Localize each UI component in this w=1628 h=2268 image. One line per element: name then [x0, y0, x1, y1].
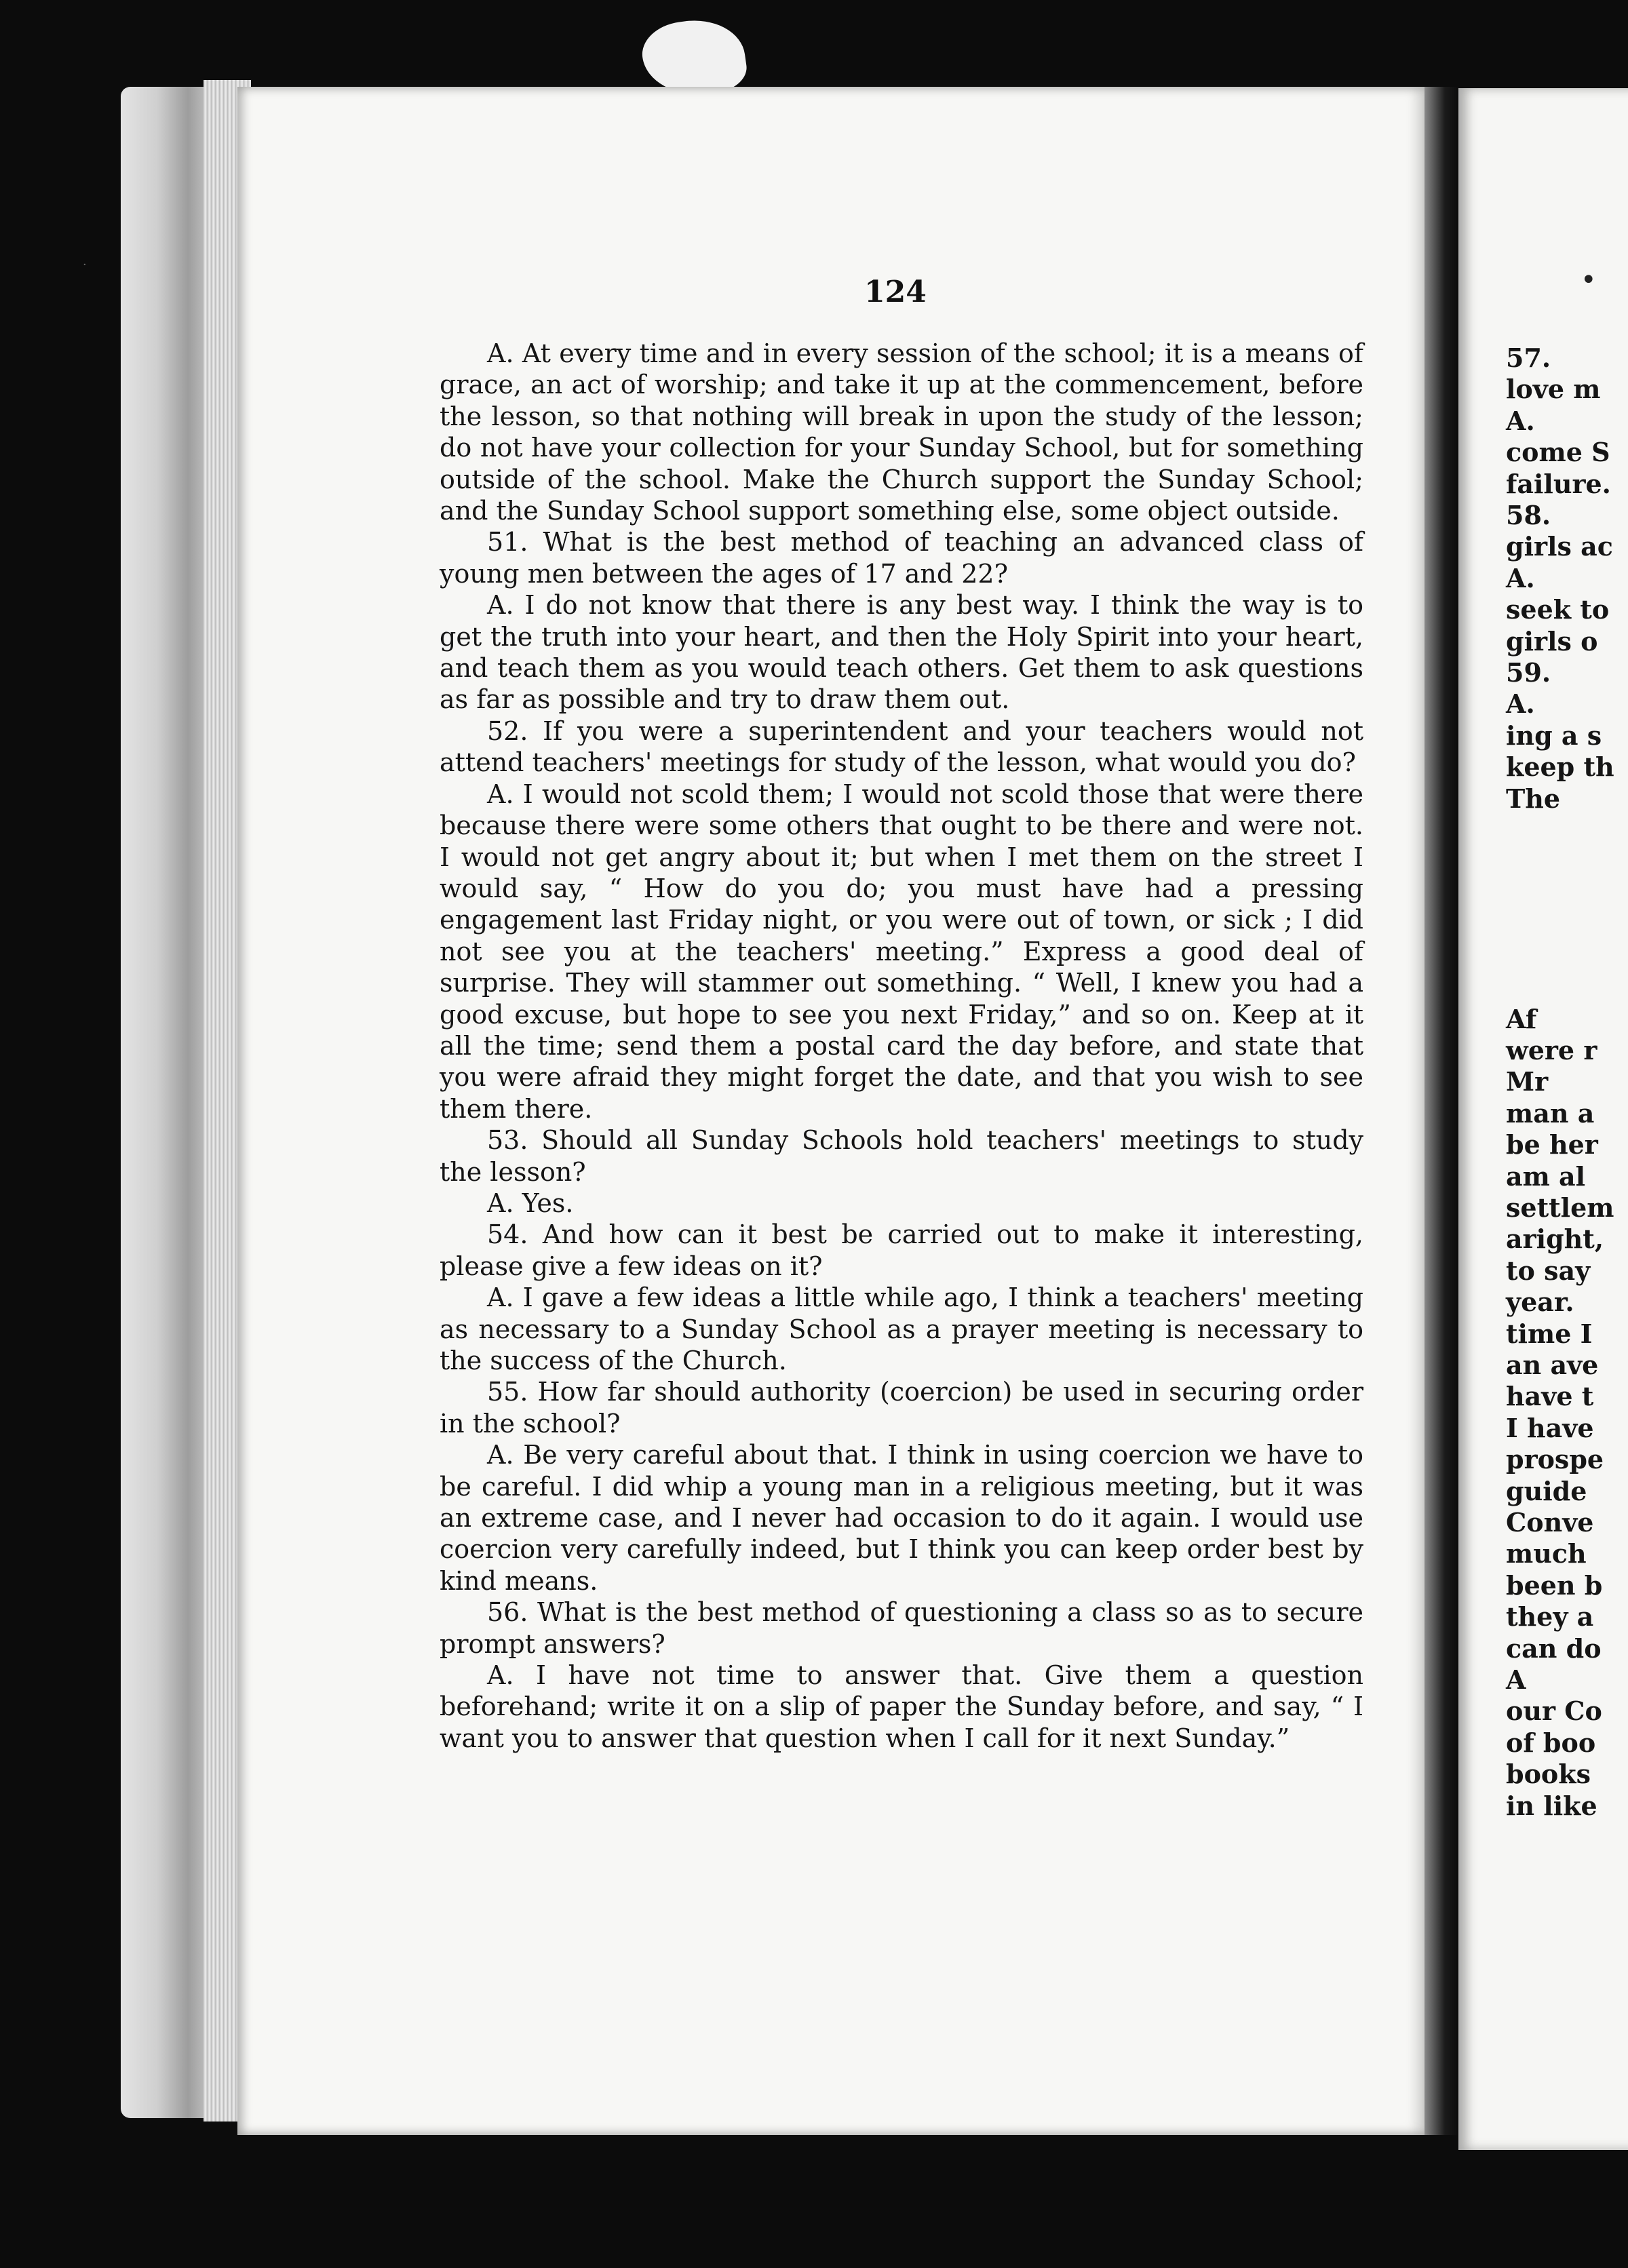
facing-page-line: much: [1506, 1538, 1587, 1569]
facing-page-line: be her: [1506, 1129, 1598, 1160]
paragraph: A. I gave a few ideas a little while ago, I think a teachers' meeting as necessary to a Sunday School as a prayer meeting is necessary to the success of the Church.: [440, 1283, 1363, 1375]
facing-page-line: our Co: [1506, 1696, 1602, 1727]
facing-page-line: A.: [1506, 562, 1535, 593]
facing-page-line: guide: [1506, 1475, 1587, 1506]
facing-page-line: girls o: [1506, 625, 1598, 657]
paragraph: A. I would not scold them; I would not scold those that were there because there were some others that ought to be there and were not. I would not get angry about it; but when I met them on the street I would say, “ How do you do; you must have had a pressing engagement last Friday night, or you were out of town, or sick ; I did not see you at the teachers' meeting.” Express a good deal of surprise. They will stammer out something. “ Well, I knew you had a good excuse, but hope to see you next Friday,” and so on. Keep at it all the time; send them a postal card the day before, and state that you were afraid they might forget the date, and that you wish to see them there.: [440, 779, 1363, 1124]
scan-speck: ·: [83, 258, 87, 272]
paragraph: 55. How far should authority (coercion) be used in securing order in the school?: [440, 1377, 1363, 1439]
facing-page-line: I have: [1506, 1412, 1594, 1443]
facing-page-line: ing a s: [1506, 720, 1602, 751]
facing-page: [1458, 88, 1628, 2150]
facing-page-line: am al: [1506, 1160, 1586, 1192]
facing-page-line: [1506, 909, 1628, 940]
facing-page-line: seek to: [1506, 594, 1610, 625]
paragraph: 56. What is the best method of questioning a class so as to secure prompt answers?: [440, 1597, 1363, 1659]
facing-page-line: to say: [1506, 1255, 1591, 1286]
facing-page-line: Mr: [1506, 1066, 1549, 1097]
facing-page-line: they a: [1506, 1601, 1594, 1632]
facing-page-line: in like: [1506, 1790, 1597, 1821]
facing-page-line: A.: [1506, 405, 1535, 436]
facing-page-line: time I: [1506, 1318, 1593, 1349]
paragraph: A. I have not time to answer that. Give them a question beforehand; write it on a slip of paper the Sunday before, and say, “ I want you to answer that question when I call for it next Sunday.”: [440, 1660, 1363, 1753]
facing-page-line: 57.: [1506, 343, 1551, 373]
paragraph: 54. And how can it best be carried out to make it interesting, please give a few ideas on it?: [440, 1219, 1363, 1281]
facing-page-line: books: [1506, 1759, 1591, 1790]
facing-page-line: settlem: [1506, 1192, 1614, 1223]
paragraph: A. I do not know that there is any best way. I think the way is to get the truth into your heart, and then the Holy Spirit into your heart, and teach them as you would teach others. Get them to ask questions as far as possible and try to draw them out.: [440, 590, 1363, 715]
paragraph: 52. If you were a superintendent and your teachers would not attend teachers' meetings for study of the lesson, what would you do?: [440, 716, 1363, 778]
facing-page-line: can do: [1506, 1632, 1602, 1664]
facing-page-line: failure.: [1506, 468, 1611, 499]
facing-page-line: A.: [1506, 688, 1535, 720]
facing-page-text: [1506, 343, 1628, 1822]
facing-page-line: aright,: [1506, 1224, 1604, 1255]
facing-page-line: love m: [1506, 374, 1601, 405]
facing-page-line: prospe: [1506, 1444, 1604, 1475]
facing-page-line: of boo: [1506, 1727, 1596, 1758]
facing-page-line: A: [1506, 1664, 1526, 1696]
facing-page-line: man a: [1506, 1097, 1595, 1129]
paragraph: A. At every time and in every session of the school; it is a means of grace, an act of worship; and take it up at the commencement, before the lesson, so that nothing will break in upon the study of the lesson; do not have your collection for your Sunday School, but for something outside of the school. Make the Church support the Sunday School; and the Sunday School support something else, some object outside.: [440, 338, 1363, 526]
facing-page-line: been b: [1506, 1569, 1603, 1601]
facing-page-line: [1506, 878, 1628, 909]
facing-page-line: an ave: [1506, 1350, 1599, 1380]
facing-page-line: Conve: [1506, 1507, 1594, 1538]
facing-page-line: girls ac: [1506, 531, 1613, 562]
facing-page-line: were r: [1506, 1034, 1597, 1065]
facing-page-dot: •: [1581, 265, 1597, 296]
paragraph: A. Yes.: [487, 1188, 574, 1218]
facing-page-line: have t: [1506, 1381, 1594, 1412]
facing-page-line: The: [1506, 783, 1561, 814]
facing-page-line: [1506, 815, 1628, 846]
facing-page-line: keep th: [1506, 751, 1614, 783]
paragraph: 53. Should all Sunday Schools hold teachers' meetings to study the lesson?: [440, 1125, 1363, 1187]
facing-page-line: year.: [1506, 1287, 1574, 1318]
paragraph: A. Be very careful about that. I think in using coercion we have to be careful. I did whip a young man in a religious meeting, but it was an extreme case, and I never had occasion to do it again. I would use coercion very carefully indeed, but I think you can keep order best by kind means.: [440, 1440, 1363, 1596]
facing-page-line: [1506, 846, 1628, 878]
facing-page-line: [1506, 941, 1628, 972]
facing-page-line: come S: [1506, 437, 1610, 468]
book-gutter: [1424, 87, 1458, 2135]
facing-page-line: 58.: [1506, 500, 1551, 531]
paragraph: 51. What is the best method of teaching an advanced class of young men between the ages of 17 and 22?: [440, 527, 1363, 589]
page-number: 124: [864, 275, 927, 309]
facing-page-line: 59.: [1506, 657, 1551, 688]
facing-page-line: [1506, 972, 1628, 1003]
facing-page-line: Af: [1506, 1003, 1537, 1034]
page-text: [440, 338, 1363, 1754]
